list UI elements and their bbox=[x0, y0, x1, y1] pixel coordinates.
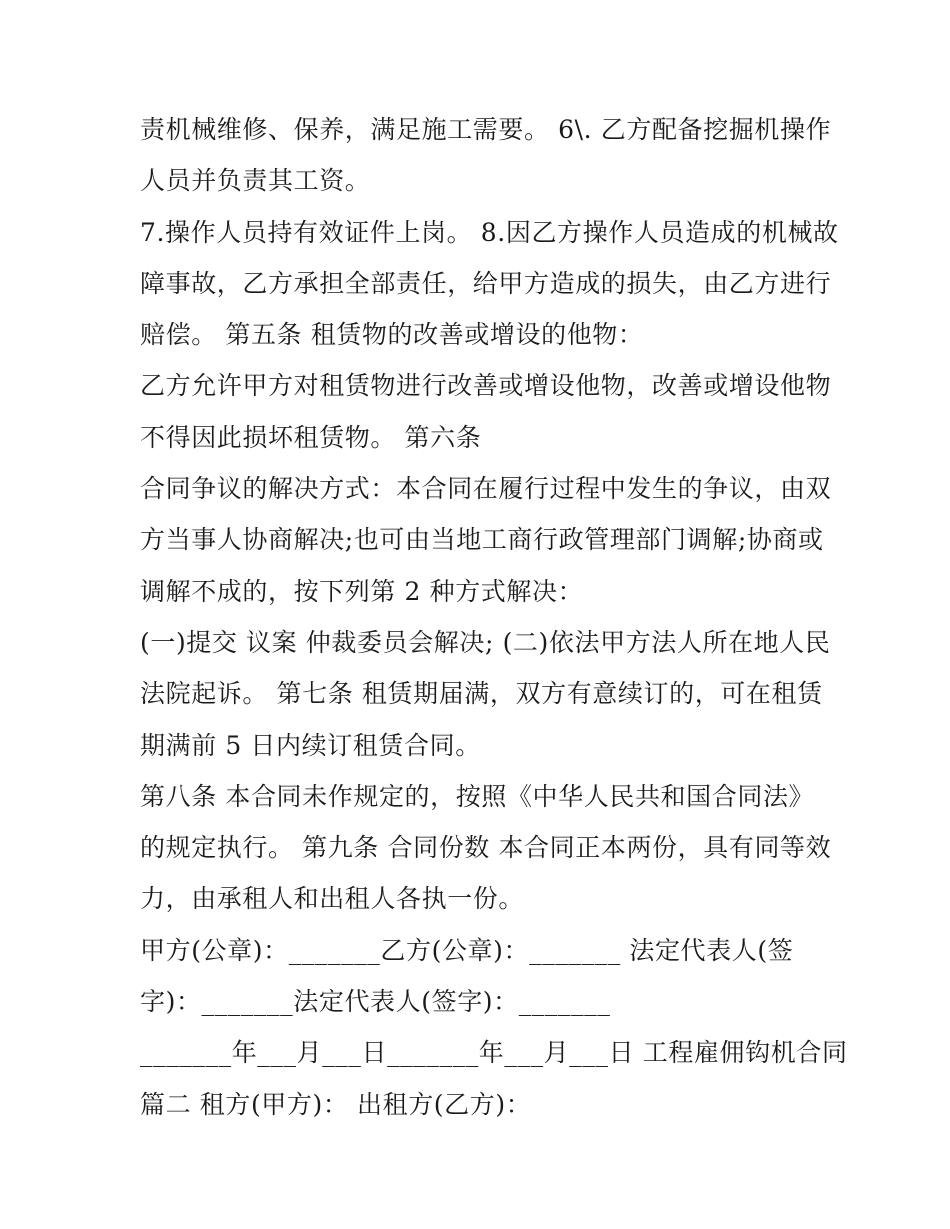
text-line: 7.操作人员持有效证件上岗。 8.因乙方操作人员造成的机械故 bbox=[140, 217, 839, 247]
text-line: 不得因此损坏租赁物。 第六条 bbox=[140, 422, 482, 452]
text-line: 责机械维修、保养，满足施工需要。 6\. 乙方配备挖掘机操作 bbox=[140, 115, 832, 144]
text-line: 人员并负责其工资。 bbox=[140, 166, 371, 196]
document-body bbox=[140, 104, 848, 1130]
text-line: 力，由承租人和出租人各执一份。 bbox=[140, 884, 525, 914]
text-line: (一)提交 议案 仲裁委员会解决; (二)依法甲方法人所在地人民 bbox=[140, 627, 831, 657]
text-line: 方当事人协商解决;也可由当地工商行政管理部门调解;协商或 bbox=[140, 525, 824, 555]
text-line: 法院起诉。 第七条 租赁期届满，双方有意续订的，可在租赁 bbox=[140, 679, 823, 709]
text-line: 期满前 5 日内续订租赁合同。 bbox=[140, 730, 481, 760]
text-line: 字)：_______法定代表人(签字)：_______ bbox=[140, 987, 611, 1017]
text-line: 障事故，乙方承担全部责任，给甲方造成的损失，由乙方进行 bbox=[140, 268, 832, 298]
text-line: 合同争议的解决方式：本合同在履行过程中发生的争议，由双 bbox=[140, 474, 832, 504]
text-line: 调解不成的，按下列第 2 种方式解决： bbox=[140, 576, 584, 606]
text-line: 乙方允许甲方对租赁物进行改善或增设他物，改善或增设他物 bbox=[140, 371, 832, 401]
text-line: 篇二 租方(甲方)： 出租方(乙方)： bbox=[140, 1089, 532, 1119]
text-line: _______年___月___日_______年___月___日 工程雇佣钩机合同 bbox=[140, 1038, 848, 1068]
text-line: 第八条 本合同未作规定的，按照《中华人民共和国合同法》 bbox=[140, 781, 815, 811]
text-line: 赔偿。 第五条 租赁物的改善或增设的他物： bbox=[140, 320, 644, 350]
text-line: 甲方(公章)：_______乙方(公章)：_______ 法定代表人(签 bbox=[140, 935, 794, 965]
text-line: 的规定执行。 第九条 合同份数 本合同正本两份，具有同等效 bbox=[140, 833, 832, 863]
